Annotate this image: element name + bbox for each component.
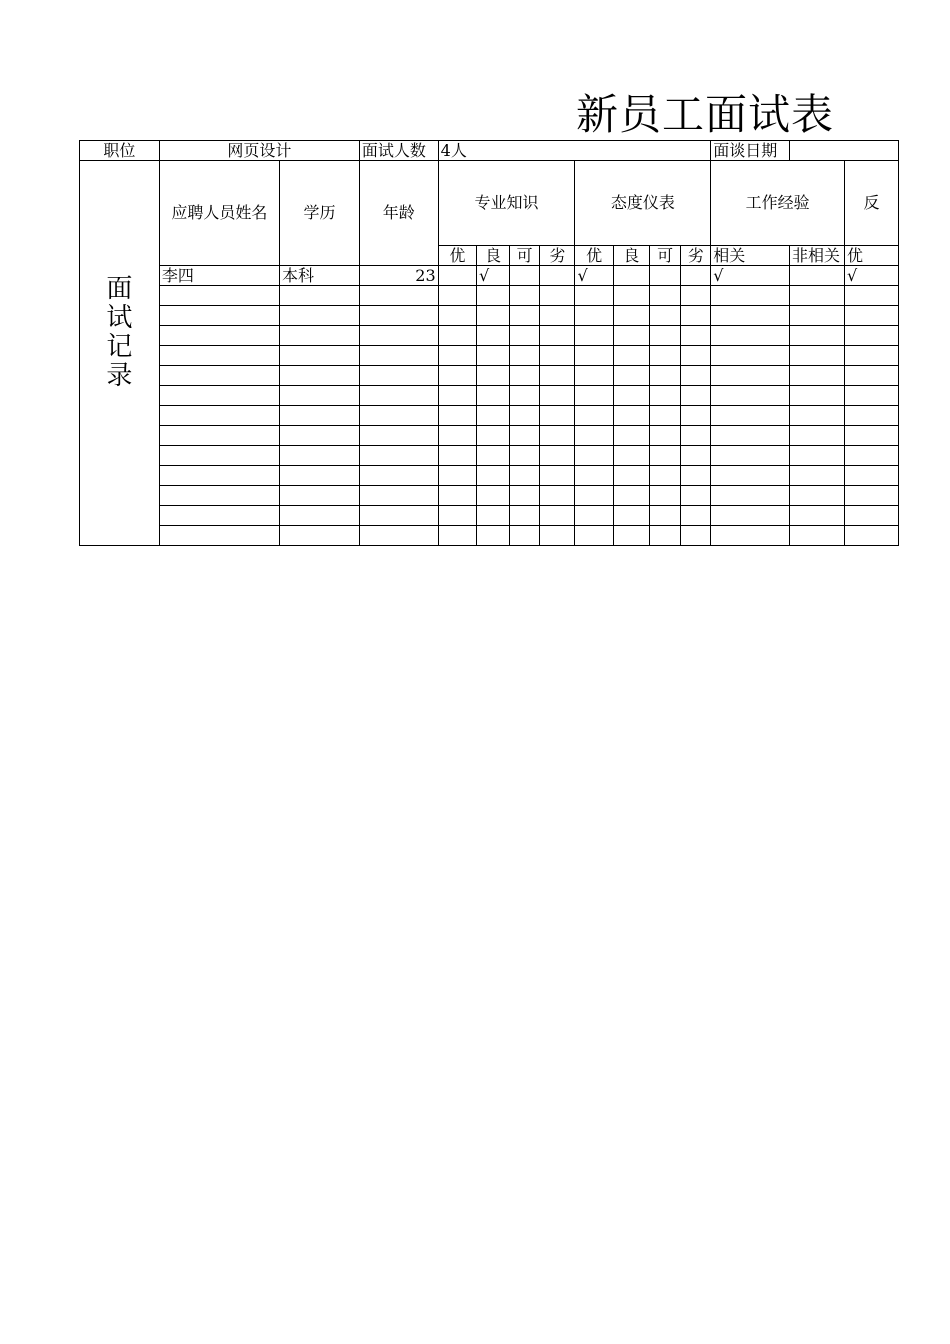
knowledge-good-header: 良 [477, 246, 510, 266]
empty-cell[interactable] [438, 426, 476, 446]
empty-cell[interactable] [650, 326, 681, 346]
empty-cell[interactable] [477, 486, 510, 506]
empty-cell[interactable] [613, 486, 649, 506]
empty-cell[interactable] [711, 366, 790, 386]
empty-row [80, 446, 899, 466]
empty-row [80, 406, 899, 426]
empty-cell[interactable] [790, 386, 845, 406]
empty-cell[interactable] [510, 386, 540, 406]
empty-cell[interactable] [510, 526, 540, 546]
empty-cell[interactable] [438, 506, 476, 526]
interview-table-container [79, 140, 880, 581]
empty-cell[interactable] [438, 366, 476, 386]
empty-cell[interactable] [510, 426, 540, 446]
empty-cell[interactable] [540, 346, 575, 366]
empty-cell[interactable] [711, 386, 790, 406]
empty-cell[interactable] [477, 466, 510, 486]
empty-cell[interactable] [790, 306, 845, 326]
empty-cell[interactable] [159, 286, 279, 306]
empty-cell[interactable] [844, 306, 898, 326]
cell-knowledge-excellent[interactable] [438, 266, 476, 286]
empty-cell[interactable] [159, 326, 279, 346]
empty-cell[interactable] [844, 426, 898, 446]
empty-cell[interactable] [540, 486, 575, 506]
empty-cell[interactable] [613, 286, 649, 306]
empty-cell[interactable] [477, 326, 510, 346]
cell-reaction-excellent[interactable]: √ [844, 266, 898, 286]
knowledge-fair-header: 可 [510, 246, 540, 266]
empty-cell[interactable] [477, 446, 510, 466]
attitude-excellent-header: 优 [575, 246, 613, 266]
empty-cell[interactable] [540, 306, 575, 326]
cell-knowledge-fair[interactable] [510, 266, 540, 286]
reaction-excellent-header: 优 [844, 246, 898, 266]
empty-cell[interactable] [438, 326, 476, 346]
empty-cell[interactable] [711, 526, 790, 546]
empty-cell[interactable] [844, 446, 898, 466]
empty-cell[interactable] [681, 366, 711, 386]
empty-cell[interactable] [359, 446, 438, 466]
empty-cell[interactable] [613, 526, 649, 546]
cell-attitude-excellent[interactable]: √ [575, 266, 613, 286]
empty-cell[interactable] [510, 446, 540, 466]
attitude-fair-header: 可 [650, 246, 681, 266]
empty-cell[interactable] [280, 306, 360, 326]
empty-cell[interactable] [540, 386, 575, 406]
empty-cell[interactable] [613, 446, 649, 466]
empty-cell[interactable] [650, 526, 681, 546]
empty-row [80, 506, 899, 526]
cell-knowledge-poor[interactable] [540, 266, 575, 286]
empty-cell[interactable] [510, 366, 540, 386]
empty-cell[interactable] [790, 286, 845, 306]
empty-row [80, 386, 899, 406]
empty-cell[interactable] [844, 346, 898, 366]
empty-cell[interactable] [159, 366, 279, 386]
date-value[interactable] [790, 141, 899, 161]
header-attitude: 态度仪表 [575, 161, 711, 246]
empty-cell[interactable] [477, 406, 510, 426]
empty-cell[interactable] [681, 306, 711, 326]
cell-attitude-fair[interactable] [650, 266, 681, 286]
date-label: 面谈日期 [711, 141, 790, 161]
empty-cell[interactable] [681, 446, 711, 466]
empty-cell[interactable] [711, 306, 790, 326]
empty-cell[interactable] [613, 346, 649, 366]
empty-cell[interactable] [280, 466, 360, 486]
cell-age[interactable]: 23 [359, 266, 438, 286]
empty-cell[interactable] [280, 286, 360, 306]
cell-experience-related[interactable]: √ [711, 266, 790, 286]
empty-cell[interactable] [681, 346, 711, 366]
empty-cell[interactable] [650, 446, 681, 466]
empty-cell[interactable] [438, 446, 476, 466]
empty-cell[interactable] [613, 406, 649, 426]
side-label-text: 面试记录 [106, 274, 133, 391]
empty-cell[interactable] [613, 386, 649, 406]
empty-cell[interactable] [159, 406, 279, 426]
empty-cell[interactable] [681, 386, 711, 406]
empty-cell[interactable] [575, 526, 613, 546]
empty-cell[interactable] [477, 526, 510, 546]
empty-cell[interactable] [540, 326, 575, 346]
empty-cell[interactable] [575, 406, 613, 426]
empty-cell[interactable] [359, 506, 438, 526]
count-label: 面试人数 [359, 141, 438, 161]
empty-cell[interactable] [540, 466, 575, 486]
page-title: 新员工面试表 [576, 90, 835, 139]
empty-row [80, 346, 899, 366]
empty-cell[interactable] [650, 346, 681, 366]
empty-cell[interactable] [575, 326, 613, 346]
empty-cell[interactable] [359, 326, 438, 346]
cell-experience-unrelated[interactable] [790, 266, 845, 286]
empty-cell[interactable] [681, 286, 711, 306]
header-knowledge: 专业知识 [438, 161, 575, 246]
empty-cell[interactable] [790, 326, 845, 346]
header-reaction: 反 [844, 161, 898, 246]
empty-cell[interactable] [711, 406, 790, 426]
empty-cell[interactable] [650, 366, 681, 386]
empty-row [80, 426, 899, 446]
empty-cell[interactable] [438, 386, 476, 406]
empty-cell[interactable] [280, 326, 360, 346]
empty-cell[interactable] [650, 386, 681, 406]
empty-cell[interactable] [280, 386, 360, 406]
empty-cell[interactable] [613, 326, 649, 346]
empty-cell[interactable] [438, 406, 476, 426]
empty-row [80, 466, 899, 486]
empty-cell[interactable] [159, 386, 279, 406]
empty-cell[interactable] [438, 286, 476, 306]
empty-cell[interactable] [613, 506, 649, 526]
empty-cell[interactable] [681, 486, 711, 506]
empty-cell[interactable] [359, 346, 438, 366]
count-value[interactable]: 4人 [438, 141, 711, 161]
empty-cell[interactable] [159, 446, 279, 466]
empty-cell[interactable] [438, 486, 476, 506]
empty-cell[interactable] [159, 506, 279, 526]
cell-attitude-good[interactable] [613, 266, 649, 286]
experience-unrelated-header: 非相关 [790, 246, 845, 266]
empty-cell[interactable] [790, 426, 845, 446]
empty-cell[interactable] [790, 486, 845, 506]
empty-cell[interactable] [575, 486, 613, 506]
empty-cell[interactable] [711, 486, 790, 506]
empty-cell[interactable] [438, 346, 476, 366]
empty-cell[interactable] [540, 446, 575, 466]
empty-cell[interactable] [477, 346, 510, 366]
position-value[interactable]: 网页设计 [159, 141, 359, 161]
empty-cell[interactable] [159, 306, 279, 326]
empty-cell[interactable] [280, 486, 360, 506]
empty-row [80, 306, 899, 326]
empty-cell[interactable] [711, 286, 790, 306]
empty-cell[interactable] [575, 286, 613, 306]
cell-attitude-poor[interactable] [681, 266, 711, 286]
empty-cell[interactable] [711, 466, 790, 486]
empty-cell[interactable] [477, 426, 510, 446]
empty-cell[interactable] [359, 486, 438, 506]
empty-cell[interactable] [477, 506, 510, 526]
knowledge-excellent-header: 优 [438, 246, 476, 266]
empty-cell[interactable] [510, 306, 540, 326]
empty-cell[interactable] [359, 306, 438, 326]
empty-cell[interactable] [477, 386, 510, 406]
empty-cell[interactable] [711, 506, 790, 526]
empty-cell[interactable] [681, 426, 711, 446]
empty-cell[interactable] [280, 406, 360, 426]
empty-cell[interactable] [575, 386, 613, 406]
empty-row [80, 326, 899, 346]
empty-cell[interactable] [575, 466, 613, 486]
empty-cell[interactable] [681, 466, 711, 486]
empty-cell[interactable] [159, 486, 279, 506]
empty-cell[interactable] [359, 526, 438, 546]
empty-cell[interactable] [438, 466, 476, 486]
empty-cell[interactable] [359, 466, 438, 486]
empty-cell[interactable] [540, 426, 575, 446]
empty-cell[interactable] [359, 286, 438, 306]
empty-cell[interactable] [844, 506, 898, 526]
empty-cell[interactable] [844, 326, 898, 346]
empty-cell[interactable] [510, 286, 540, 306]
empty-cell[interactable] [159, 526, 279, 546]
empty-cell[interactable] [575, 346, 613, 366]
empty-cell[interactable] [575, 366, 613, 386]
empty-cell[interactable] [790, 346, 845, 366]
empty-cell[interactable] [650, 306, 681, 326]
empty-cell[interactable] [280, 426, 360, 446]
position-label: 职位 [80, 141, 160, 161]
cell-knowledge-good[interactable]: √ [477, 266, 510, 286]
empty-row [80, 366, 899, 386]
attitude-poor-header: 劣 [681, 246, 711, 266]
empty-cell[interactable] [681, 526, 711, 546]
empty-cell[interactable] [844, 466, 898, 486]
empty-cell[interactable] [540, 286, 575, 306]
empty-cell[interactable] [790, 366, 845, 386]
empty-cell[interactable] [280, 506, 360, 526]
empty-cell[interactable] [575, 446, 613, 466]
empty-cell[interactable] [681, 506, 711, 526]
empty-cell[interactable] [510, 486, 540, 506]
empty-cell[interactable] [159, 426, 279, 446]
empty-cell[interactable] [790, 506, 845, 526]
empty-cell[interactable] [844, 526, 898, 546]
experience-related-header: 相关 [711, 246, 790, 266]
empty-cell[interactable] [790, 406, 845, 426]
attitude-good-header: 良 [613, 246, 649, 266]
empty-cell[interactable] [650, 506, 681, 526]
empty-cell[interactable] [540, 406, 575, 426]
empty-cell[interactable] [711, 326, 790, 346]
empty-cell[interactable] [438, 526, 476, 546]
interview-table [79, 140, 899, 546]
empty-cell[interactable] [510, 506, 540, 526]
empty-row [80, 526, 899, 546]
interview-record-label [80, 161, 160, 546]
empty-cell[interactable] [359, 426, 438, 446]
empty-cell[interactable] [844, 286, 898, 306]
empty-cell[interactable] [510, 406, 540, 426]
empty-cell[interactable] [613, 366, 649, 386]
empty-cell[interactable] [510, 346, 540, 366]
empty-cell[interactable] [575, 506, 613, 526]
cell-education[interactable]: 本科 [280, 266, 360, 286]
empty-cell[interactable] [650, 466, 681, 486]
knowledge-poor-header: 劣 [540, 246, 575, 266]
empty-cell[interactable] [510, 326, 540, 346]
empty-cell[interactable] [477, 366, 510, 386]
empty-cell[interactable] [540, 526, 575, 546]
header-experience: 工作经验 [711, 161, 845, 246]
empty-cell[interactable] [280, 346, 360, 366]
empty-cell[interactable] [650, 286, 681, 306]
empty-cell[interactable] [844, 406, 898, 426]
empty-cell[interactable] [844, 486, 898, 506]
empty-cell[interactable] [575, 306, 613, 326]
empty-row [80, 486, 899, 506]
empty-cell[interactable] [650, 486, 681, 506]
empty-cell[interactable] [280, 526, 360, 546]
empty-cell[interactable] [280, 366, 360, 386]
empty-cell[interactable] [359, 386, 438, 406]
empty-cell[interactable] [790, 446, 845, 466]
empty-cell[interactable] [438, 306, 476, 326]
empty-cell[interactable] [681, 326, 711, 346]
header-education: 学历 [280, 161, 360, 266]
empty-cell[interactable] [477, 286, 510, 306]
empty-cell[interactable] [844, 366, 898, 386]
empty-cell[interactable] [650, 406, 681, 426]
empty-cell[interactable] [711, 346, 790, 366]
empty-cell[interactable] [613, 426, 649, 446]
empty-cell[interactable] [844, 386, 898, 406]
empty-cell[interactable] [510, 466, 540, 486]
empty-cell[interactable] [613, 466, 649, 486]
empty-cell[interactable] [477, 306, 510, 326]
empty-cell[interactable] [159, 466, 279, 486]
cell-name[interactable]: 李四 [159, 266, 279, 286]
empty-cell[interactable] [359, 366, 438, 386]
empty-cell[interactable] [711, 446, 790, 466]
header-age: 年龄 [359, 161, 438, 266]
empty-cell[interactable] [681, 406, 711, 426]
empty-cell[interactable] [280, 446, 360, 466]
empty-cell[interactable] [790, 526, 845, 546]
empty-cell[interactable] [540, 366, 575, 386]
empty-cell[interactable] [613, 306, 649, 326]
header-name: 应聘人员姓名 [159, 161, 279, 266]
empty-cell[interactable] [790, 466, 845, 486]
empty-cell[interactable] [359, 406, 438, 426]
empty-cell[interactable] [575, 426, 613, 446]
empty-cell[interactable] [540, 506, 575, 526]
empty-row [80, 286, 899, 306]
empty-cell[interactable] [159, 346, 279, 366]
empty-cell[interactable] [711, 426, 790, 446]
table-row [80, 266, 899, 286]
empty-cell[interactable] [650, 426, 681, 446]
